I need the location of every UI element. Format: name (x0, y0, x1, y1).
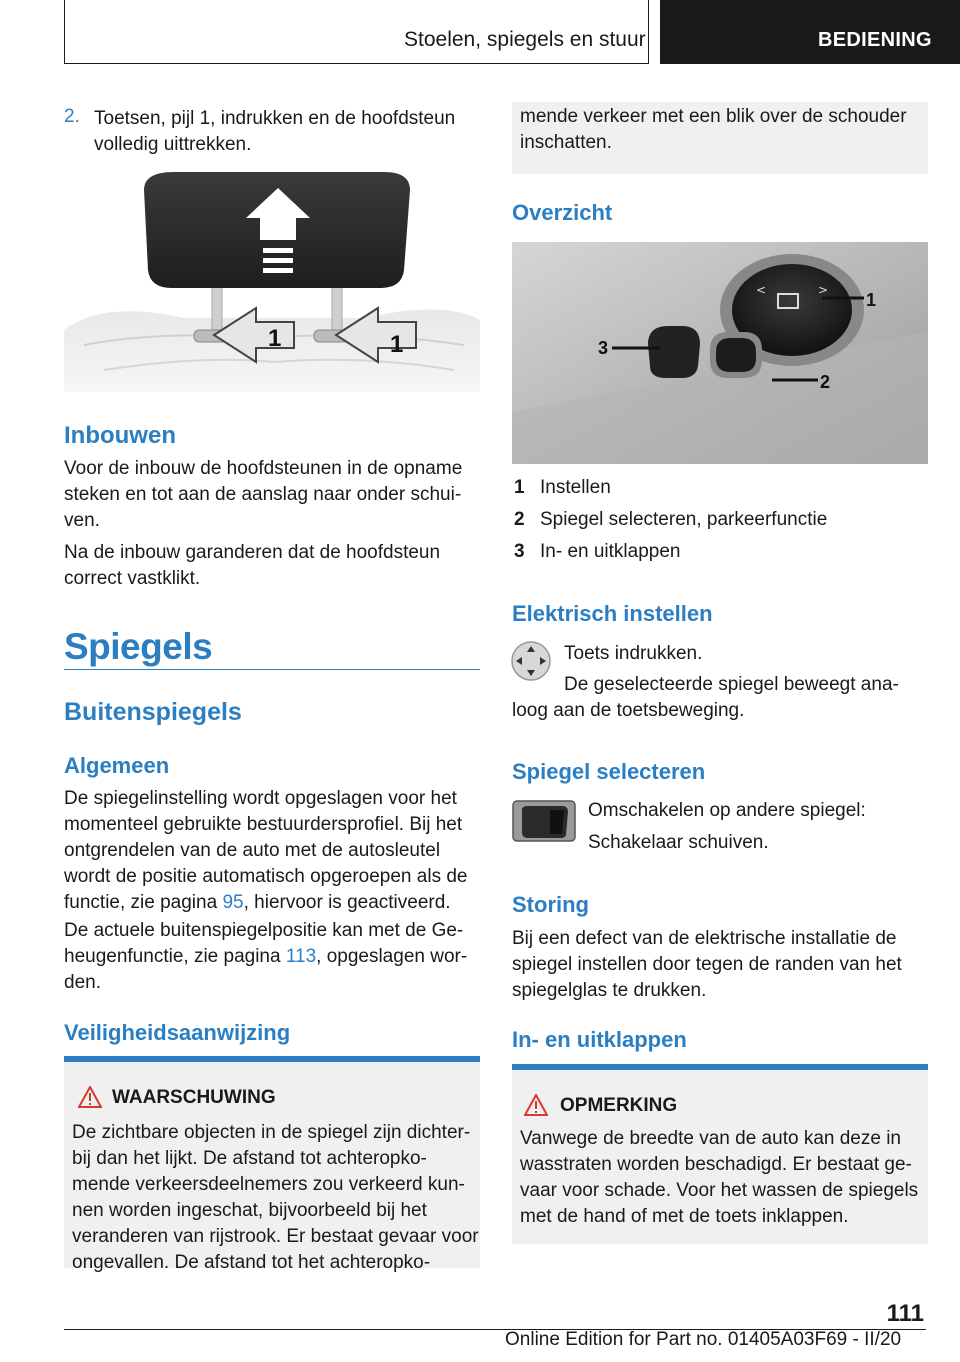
selecteren-line-2: Schakelaar schuiven. (588, 832, 769, 853)
elektrisch-line-1: Toets indrukken. (564, 643, 703, 664)
spiegels-rule (64, 669, 480, 670)
text-line: momenteel gebruikte bestuurdersprofiel. Bij het (64, 814, 463, 835)
algemeen-paragraph-1 (64, 786, 484, 916)
headrest-illustration (64, 170, 480, 392)
text-line: met de hand of met de toets inklappen. (520, 1206, 849, 1227)
mirror-switch-illustration (512, 242, 928, 464)
list-item-text: Instellen (540, 477, 611, 498)
page-link-95[interactable]: 95 (222, 892, 244, 913)
warning-bar (64, 1056, 480, 1062)
step-text (94, 106, 455, 158)
selecteren-heading: Spiegel selecteren (512, 759, 706, 784)
algemeen-heading: Algemeen (64, 753, 170, 778)
header-border-mid (648, 0, 649, 64)
page-link-113[interactable]: 113 (285, 946, 317, 967)
text-line (64, 890, 484, 916)
text-line: inschatten. (520, 132, 612, 153)
text-line: Vanwege de breedte van de auto kan deze in (520, 1128, 901, 1149)
callout-label-3: 3 (598, 338, 609, 358)
header-border-bottom (64, 63, 649, 64)
text-line: spiegelglas te drukken. (512, 980, 707, 1001)
text-line: Na de inbouw garanderen dat de hoofdsteun (64, 542, 441, 563)
text-line: mende verkeersdeelnemers zou verkeerd kun- (72, 1174, 465, 1195)
text-line: De spiegelinstelling wordt opgeslagen voor het (64, 788, 457, 809)
text-line: De actuele buitenspiegelpositie kan met de Ge- (64, 920, 464, 941)
text-fragment: , opgeslagen wor- (316, 946, 468, 967)
four-way-button-icon (510, 640, 552, 682)
warning-continuation-box (512, 102, 928, 174)
text-line: vaar voor schade. Voor het wassen de spiegels (520, 1180, 919, 1201)
text-line: steken en tot aan de aanslag naar onder schui- (64, 484, 462, 505)
buitenspiegels-heading: Buitenspiegels (64, 698, 242, 726)
veiligheid-heading: Veiligheidsaanwijzing (64, 1020, 291, 1045)
warning-box (64, 1056, 480, 1273)
svg-text:>: > (818, 283, 829, 297)
mirror-selector-switch-icon (512, 800, 576, 842)
footer-edition: Online Edition for Part no. 01405A03F69 - II/20 (505, 1329, 902, 1350)
inbouwen-paragraph-1 (64, 456, 480, 534)
elektrisch-heading: Elektrisch instellen (512, 601, 713, 626)
inbouwen-heading: Inbouwen (64, 422, 176, 449)
text-fragment: functie, zie pagina (64, 892, 223, 913)
header-chapter-label: BEDIENING (818, 29, 932, 51)
text-fragment: heugenfunctie, zie pagina (64, 946, 286, 967)
step-number: 2. (64, 106, 80, 127)
callout-label-1: 1 (866, 290, 877, 310)
note-text (520, 1126, 930, 1230)
list-item-number: 1 (514, 477, 525, 498)
text-line: wasstraten worden beschadigd. Er bestaat ge- (520, 1154, 912, 1175)
elektrisch-line-3: loog aan de toetsbeweging. (512, 700, 745, 721)
text-line (64, 944, 484, 970)
uitklappen-heading: In- en uitklappen (512, 1027, 687, 1052)
arrow-label: 1 (390, 331, 404, 358)
warning-continuation-text (520, 104, 930, 156)
overzicht-heading: Overzicht (512, 200, 613, 225)
text-line: veranderen van rijstrook. Er bestaat gevaar voor (72, 1226, 479, 1247)
warning-text (72, 1120, 482, 1276)
text-line: bij dan het lijkt. De afstand tot achteropko- (72, 1148, 427, 1169)
header-chapter-tab[interactable] (660, 0, 960, 64)
storing-paragraph (512, 926, 928, 1004)
selecteren-line-1: Omschakelen op andere spiegel: (588, 800, 866, 821)
step-text-line: volledig uittrekken. (94, 134, 252, 155)
text-line: mende verkeer met een blik over de schouder (520, 106, 907, 127)
storing-heading: Storing (512, 892, 589, 917)
list-item-text: Spiegel selecteren, parkeerfunctie (540, 509, 828, 530)
note-bar (512, 1064, 928, 1070)
text-fragment: , hiervoor is geactiveerd. (243, 892, 451, 913)
arrow-label: 1 (268, 325, 282, 352)
page-number: 111 (886, 1300, 924, 1327)
svg-text:<: < (756, 283, 767, 297)
text-line: De zichtbare objecten in de spiegel zijn dichter- (72, 1122, 471, 1143)
text-line: ontgrendelen van de auto met de autosleutel (64, 840, 441, 861)
inbouwen-paragraph-2 (64, 540, 480, 592)
text-line: Voor de inbouw de hoofdsteunen in de opname (64, 458, 463, 479)
list-item-text: In- en uitklappen (540, 541, 681, 562)
header-section-title: Stoelen, spiegels en stuur (404, 28, 646, 51)
warning-label: WAARSCHUWING (112, 1087, 276, 1108)
text-line: Bij een defect van de elektrische installatie de (512, 928, 897, 949)
algemeen-paragraph-2 (64, 918, 484, 996)
caution-triangle-icon (524, 1094, 548, 1116)
text-line: nen worden ingeschat, bijvoorbeeld bij het (72, 1200, 427, 1221)
elektrisch-line-2: De geselecteerde spiegel beweegt ana- (564, 674, 899, 695)
spiegels-heading: Spiegels (64, 626, 213, 667)
list-item-number: 3 (514, 541, 525, 562)
text-line: ongevallen. De afstand tot het achteropko- (72, 1252, 431, 1273)
text-line: correct vastklikt. (64, 568, 201, 589)
note-box (512, 1064, 928, 1244)
text-line: ven. (64, 510, 100, 531)
text-line: spiegel instellen door tegen de randen van het (512, 954, 902, 975)
list-item-number: 2 (514, 509, 525, 530)
warning-triangle-icon (78, 1086, 102, 1108)
header-border-left (64, 0, 65, 64)
text-line: den. (64, 972, 101, 993)
text-line: wordt de positie automatisch opgeroepen als de (64, 866, 468, 887)
callout-label-2: 2 (820, 372, 831, 392)
note-label: OPMERKING (560, 1095, 678, 1116)
step-text-line: Toetsen, pijl 1, indrukken en de hoofdsteun (94, 108, 456, 129)
